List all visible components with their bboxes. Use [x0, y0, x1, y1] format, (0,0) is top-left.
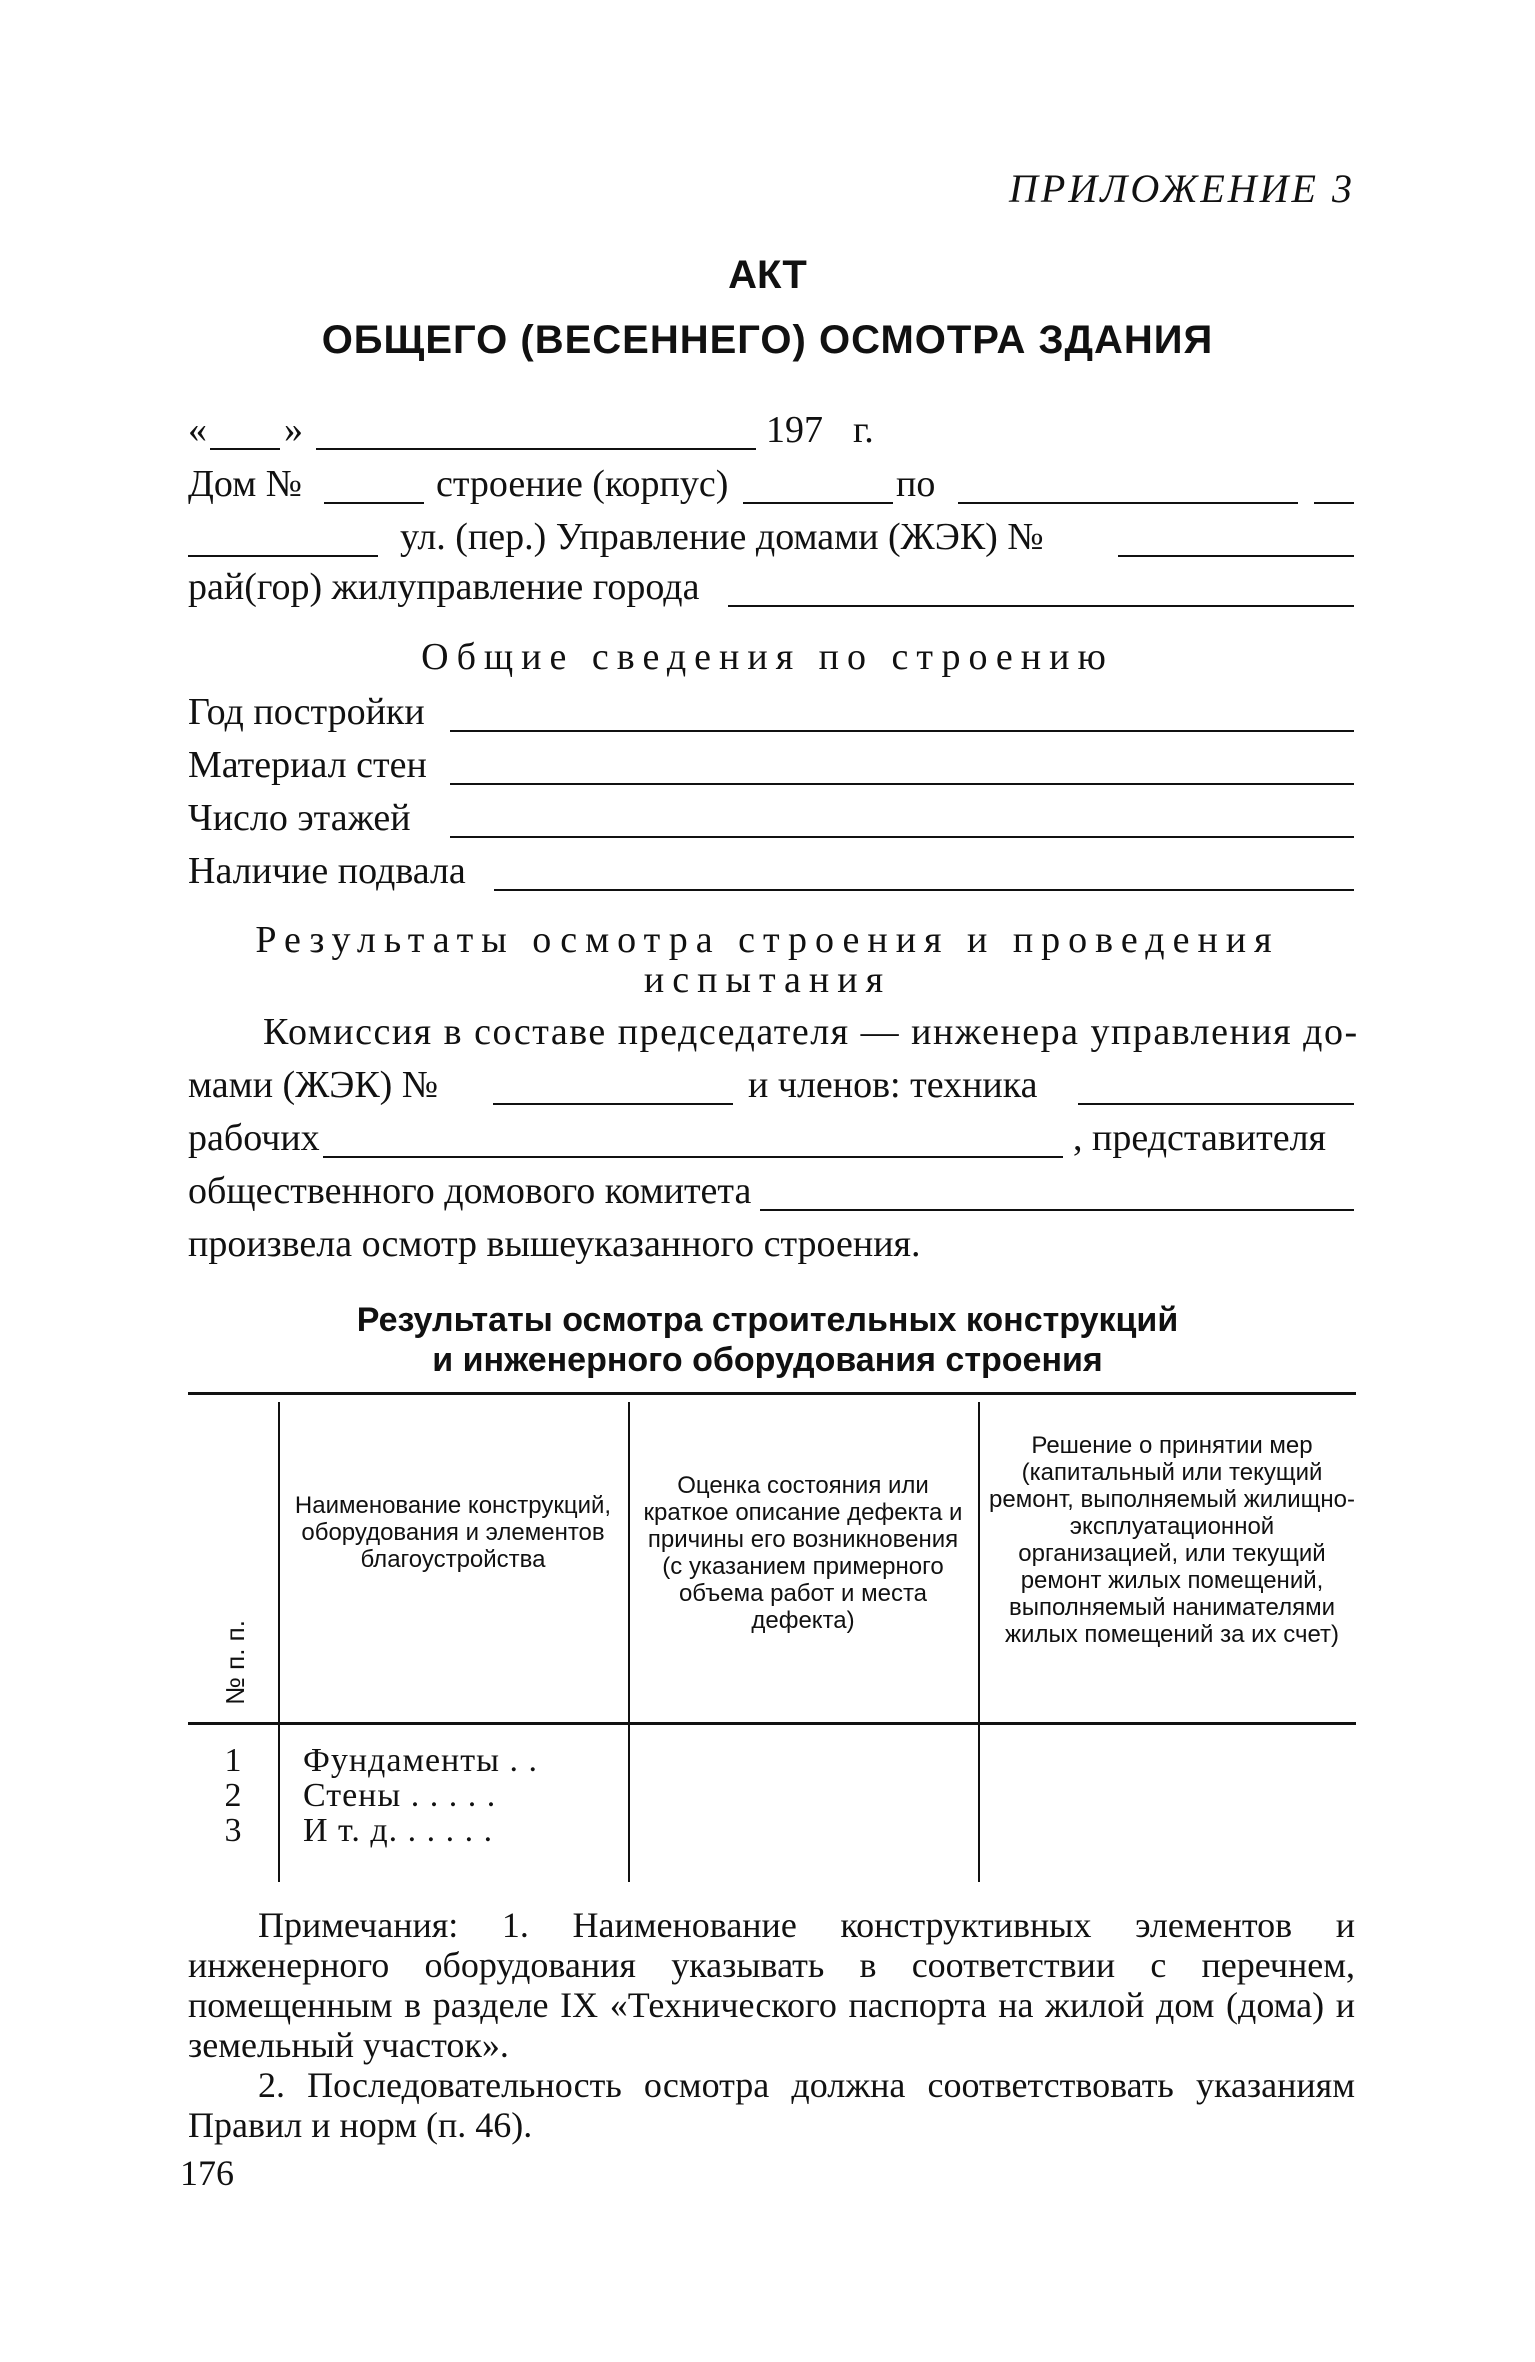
page-number: 176 — [180, 2153, 234, 2193]
house-line — [188, 462, 1355, 512]
col-divider-2 — [628, 1402, 630, 1882]
floors-label: Число этажей — [188, 797, 411, 839]
street-label: ул. (пер.) Управление домами (ЖЭК) № — [400, 516, 1044, 558]
note-1: Примечания: 1. Наименование конструктивных элементов и инженерного оборудования указывать в соответствии с перечнем, помещенным в разделе IX «Технического паспорта на жилой дом (дома) и земельный участок». — [188, 1905, 1355, 2065]
document-subtitle: ОБЩЕГО (ВЕСЕННЕГО) ОСМОТРА ЗДАНИЯ — [321, 318, 1214, 362]
note-2: 2. Последовательность осмотра должна соответствовать указаниям Правил и норм (п. 46). — [188, 2065, 1355, 2145]
row-name-1: Фундаменты . . — [303, 1742, 538, 1779]
housing-office-blank[interactable] — [493, 1103, 733, 1105]
street-name-blank[interactable] — [958, 502, 1298, 504]
date-day-blank[interactable] — [210, 448, 280, 450]
housing-office-number-blank[interactable] — [1118, 555, 1354, 557]
date-month-blank[interactable] — [316, 448, 756, 450]
commission-text5: произвела осмотр вышеуказанного строения. — [188, 1223, 921, 1265]
table-header-rule — [188, 1722, 1356, 1725]
header-decision-column: Решение о принятии мер (капитальный или текущий ремонт, выполняемый жилищно-эксплуатационной организацией, или текущий ремонт жилых помещений, выполняемый нанимателями жилых помещений за их счет) — [989, 1432, 1355, 1648]
row-name-2: Стены . . . . . — [303, 1777, 497, 1814]
date-close-quote: » — [284, 409, 303, 451]
inspection-table — [188, 1392, 1356, 1892]
building-label: строение (корпус) — [436, 463, 729, 505]
header-name-column: Наименование конструкций, оборудования и элементов благоустройства — [294, 1492, 612, 1573]
commission-text1: Комиссия в составе председателя — инженера управления до- — [263, 1011, 1359, 1053]
header-condition-column: Оценка состояния или краткое описание дефекта и причины его возникновения (с указанием примерного объема работ и места дефекта) — [643, 1472, 963, 1634]
field-floors — [188, 796, 1355, 846]
col-divider-3 — [978, 1402, 980, 1882]
document-title: АКТ — [728, 253, 807, 297]
table-heading-line1: Результаты осмотра строительных конструкций — [356, 1301, 1179, 1339]
commission-text2b: и членов: техника — [748, 1064, 1038, 1106]
appendix-label: ПРИЛОЖЕНИЕ 3 — [1009, 166, 1355, 211]
city-blank[interactable] — [728, 605, 1354, 607]
commission-line5 — [188, 1222, 1355, 1272]
building-number-blank[interactable] — [743, 502, 893, 504]
date-open-quote: « — [188, 409, 207, 451]
year-built-label: Год постройки — [188, 691, 425, 733]
field-year-built — [188, 690, 1355, 740]
col-divider-1 — [278, 1402, 280, 1882]
results-heading-line2: испытания — [643, 959, 892, 1001]
commission-text4: общественного домового комитета — [188, 1170, 752, 1212]
street-line — [188, 515, 1355, 565]
house-number-blank[interactable] — [324, 502, 424, 504]
basement-blank[interactable] — [494, 889, 1354, 891]
committee-blank[interactable] — [760, 1209, 1354, 1211]
commission-text3a: рабочих — [188, 1117, 320, 1159]
commission-line2 — [188, 1063, 1355, 1113]
field-basement — [188, 849, 1355, 899]
table-heading-line2: и инженерного оборудования строения — [432, 1341, 1103, 1379]
results-heading-line1: Результаты осмотра строения и проведения — [255, 919, 1280, 961]
results-heading — [0, 920, 1535, 1000]
commission-line4 — [188, 1169, 1355, 1219]
on-label: по — [896, 463, 936, 505]
table-heading — [0, 1300, 1535, 1380]
field-wall-material — [188, 743, 1355, 793]
year-built-blank[interactable] — [450, 730, 1354, 732]
house-label: Дом № — [188, 463, 302, 505]
floors-blank[interactable] — [450, 836, 1354, 838]
workers-blank[interactable] — [323, 1156, 1063, 1158]
commission-text2a: мами (ЖЭК) № — [188, 1064, 439, 1106]
district-line — [188, 565, 1355, 615]
wall-material-blank[interactable] — [450, 783, 1354, 785]
commission-text3b: , представителя — [1073, 1117, 1327, 1159]
basement-label: Наличие подвала — [188, 850, 466, 892]
table-top-rule — [188, 1392, 1356, 1395]
district-label: рай(гор) жилуправление города — [188, 566, 700, 608]
commission-line3 — [188, 1116, 1355, 1166]
date-year-suffix: г. — [853, 409, 874, 451]
wall-material-label: Материал стен — [188, 744, 427, 786]
header-number-column: № п. п. — [220, 1620, 250, 1705]
general-info-heading: Общие сведения по строению — [421, 636, 1114, 678]
row-number-3: 3 — [224, 1812, 242, 1849]
commission-line1 — [188, 1010, 1359, 1060]
row-number-2: 2 — [224, 1777, 242, 1814]
date-line — [188, 408, 1355, 458]
row-number-1: 1 — [224, 1742, 242, 1779]
street-name-blank-end[interactable] — [1314, 502, 1354, 504]
row-name-3: И т. д. . . . . . — [303, 1812, 494, 1849]
technician-blank[interactable] — [1078, 1103, 1354, 1105]
date-year: 197 — [766, 409, 823, 451]
street-continue-blank[interactable] — [188, 555, 378, 557]
